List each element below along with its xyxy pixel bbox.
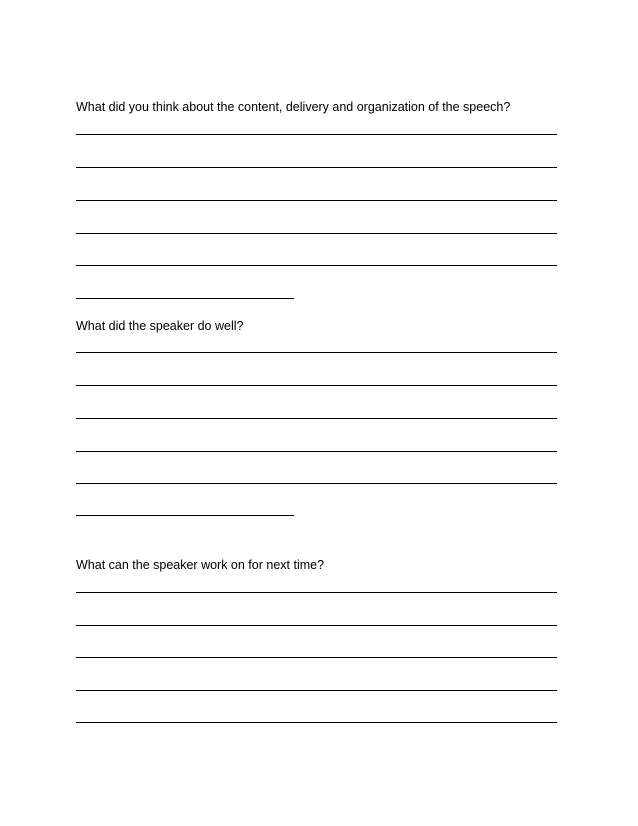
question-work-on-next-time: What can the speaker work on for next time? (76, 558, 325, 572)
answer-line[interactable] (76, 657, 557, 658)
answer-line[interactable] (76, 625, 557, 626)
answer-line[interactable] (76, 690, 557, 691)
answer-line-short[interactable] (76, 298, 294, 299)
answer-line[interactable] (76, 167, 557, 168)
answer-line[interactable] (76, 233, 557, 234)
answer-line[interactable] (76, 265, 557, 266)
answer-line-short[interactable] (76, 515, 294, 516)
answer-line[interactable] (76, 722, 557, 723)
answer-line[interactable] (76, 592, 557, 593)
answer-line[interactable] (76, 418, 557, 419)
question-content-delivery-organization: What did you think about the content, delivery and organization of the speech? (76, 100, 511, 114)
answer-line[interactable] (76, 385, 557, 386)
answer-line[interactable] (76, 134, 557, 135)
answer-line[interactable] (76, 483, 557, 484)
answer-line[interactable] (76, 451, 557, 452)
answer-line[interactable] (76, 352, 557, 353)
question-speaker-did-well: What did the speaker do well? (76, 319, 244, 333)
answer-line[interactable] (76, 200, 557, 201)
